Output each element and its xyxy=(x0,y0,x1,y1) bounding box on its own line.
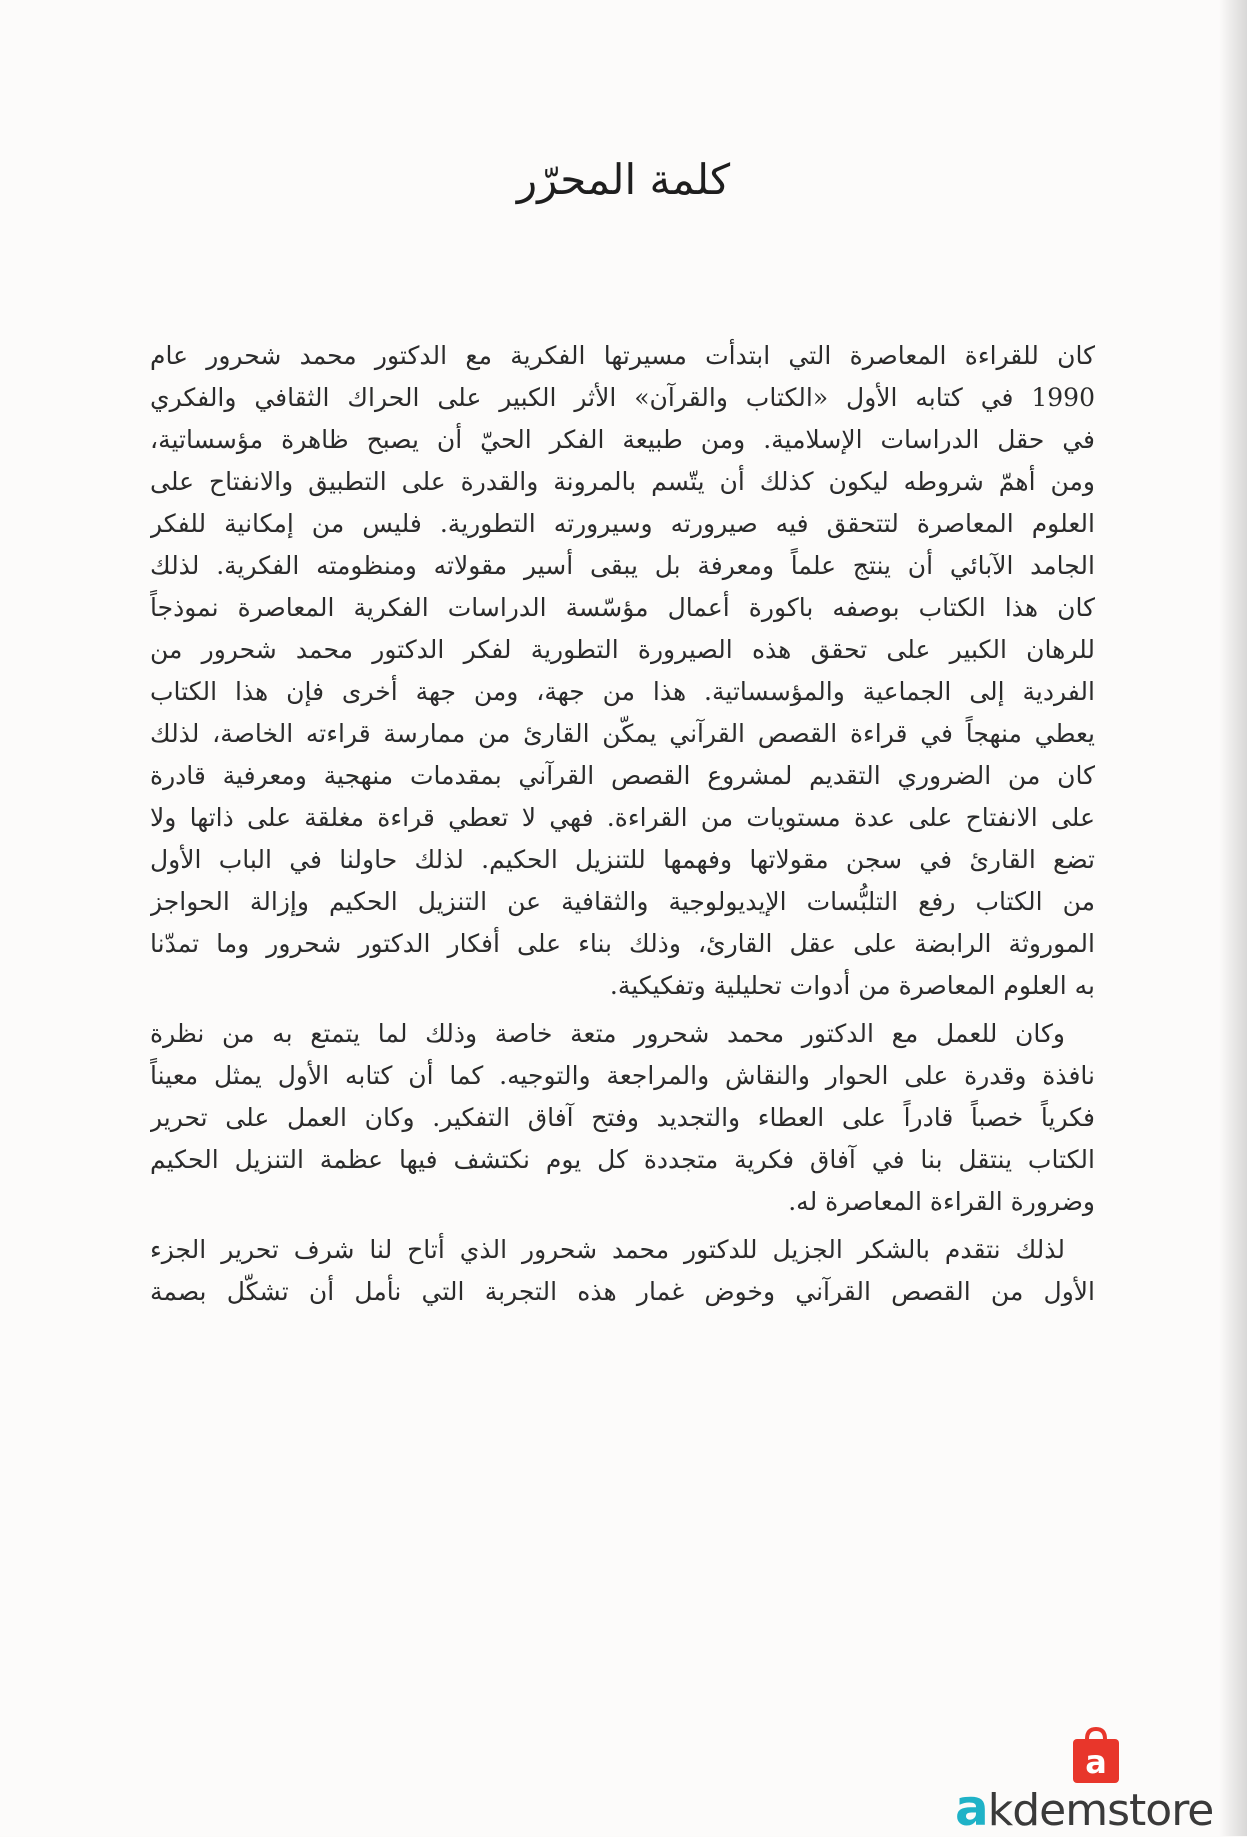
text-line: كان من الضروري التقديم لمشروع القصص القرآني بمقدمات منهجية ومعرفية قادرة xyxy=(150,761,1095,790)
text-line: العلوم المعاصرة لتتحقق فيه صيرورته وسيرورته التطورية. فليس من إمكانية للفكر xyxy=(150,509,1095,538)
spine-shadow xyxy=(1219,0,1247,1836)
paragraph-2 xyxy=(150,1013,1095,1223)
brand-rest: kdemstore xyxy=(987,1785,1214,1836)
text-line: كان للقراءة المعاصرة التي ابتدأت مسيرتها الفكرية مع الدكتور محمد شحرور عام xyxy=(150,341,1095,370)
text-line: تضع القارئ في سجن مقولاتها وفهمها للتنزيل الحكيم. لذلك حاولنا في الباب الأول xyxy=(150,845,1095,874)
text-body xyxy=(150,335,1095,1313)
text-line: الكتاب ينتقل بنا في آفاق فكرية متجددة كل يوم نكتشف فيها عظمة التنزيل الحكيم xyxy=(150,1145,1095,1174)
text-line: فكرياً خصباً قادراً على العطاء والتجديد وفتح آفاق التفكير. وكان العمل على تحرير xyxy=(150,1103,1095,1132)
text-line: الجامد الآبائي أن ينتج علماً ومعرفة بل يبقى أسير مقولاته ومنظومته الفكرية. لذلك xyxy=(150,551,1095,580)
shopping-bag-icon xyxy=(1065,1725,1127,1787)
icon-letter: a xyxy=(1085,1743,1107,1781)
text-line: به العلوم المعاصرة من أدوات تحليلية وتفكيكية. xyxy=(609,971,1095,1000)
page-title: كلمة المحرّر xyxy=(516,155,731,204)
text-line: الفردية إلى الجماعية والمؤسساتية. هذا من جهة، ومن جهة أخرى فإن هذا الكتاب xyxy=(150,677,1095,706)
brand-letter: a xyxy=(955,1779,988,1837)
store-watermark xyxy=(945,1725,1245,1836)
text-line: في حقل الدراسات الإسلامية. ومن طبيعة الفكر الحيّ أن يصبح ظاهرة مؤسساتية، xyxy=(150,425,1095,454)
text-line: للرهان الكبير على تحقق هذه الصيرورة التطورية لفكر الدكتور محمد شحرور من xyxy=(150,635,1095,664)
paragraph-3 xyxy=(150,1229,1095,1313)
text-line: وضرورة القراءة المعاصرة له. xyxy=(788,1187,1095,1216)
brand-name xyxy=(955,1779,1214,1837)
text-line: من الكتاب رفع التلبُّسات الإيديولوجية والثقافية عن التنزيل الحكيم وإزالة الحواجز xyxy=(150,887,1095,916)
text-line: كان هذا الكتاب بوصفه باكورة أعمال مؤسّسة الدراسات الفكرية المعاصرة نموذجاً xyxy=(150,593,1095,622)
shopping-bag-icon-svg xyxy=(1065,1725,1127,1787)
text-line: وكان للعمل مع الدكتور محمد شحرور متعة خاصة وذلك لما يتمتع به من نظرة xyxy=(150,1019,1065,1048)
text-line: لذلك نتقدم بالشكر الجزيل للدكتور محمد شحرور الذي أتاح لنا شرف تحرير الجزء xyxy=(150,1235,1065,1264)
text-line: على الانفتاح على عدة مستويات من القراءة. فهي لا تعطي قراءة مغلقة على ذاتها ولا xyxy=(150,803,1095,832)
text-line: نافذة وقدرة على الحوار والنقاش والمراجعة والتوجيه. كما أن كتابه الأول يمثل معيناً xyxy=(150,1061,1095,1090)
text-line: يعطي منهجاً في قراءة القصص القرآني يمكّن القارئ من ممارسة قراءته الخاصة، لذلك xyxy=(150,719,1095,748)
text-line: ومن أهمّ شروطه ليكون كذلك أن يتّسم بالمرونة والقدرة على التطبيق والانفتاح على xyxy=(150,467,1095,496)
text-line: 1990 في كتابه الأول «الكتاب والقرآن» الأثر الكبير على الحراك الثقافي والفكري xyxy=(150,383,1095,412)
text-line: الأول من القصص القرآني وخوض غمار هذه التجربة التي نأمل أن تشكّل بصمة xyxy=(150,1277,1095,1306)
text-line: الموروثة الرابضة على عقل القارئ، وذلك بناء على أفكار الدكتور شحرور وما تمدّنا xyxy=(150,929,1095,958)
paragraph-1 xyxy=(150,335,1095,1007)
